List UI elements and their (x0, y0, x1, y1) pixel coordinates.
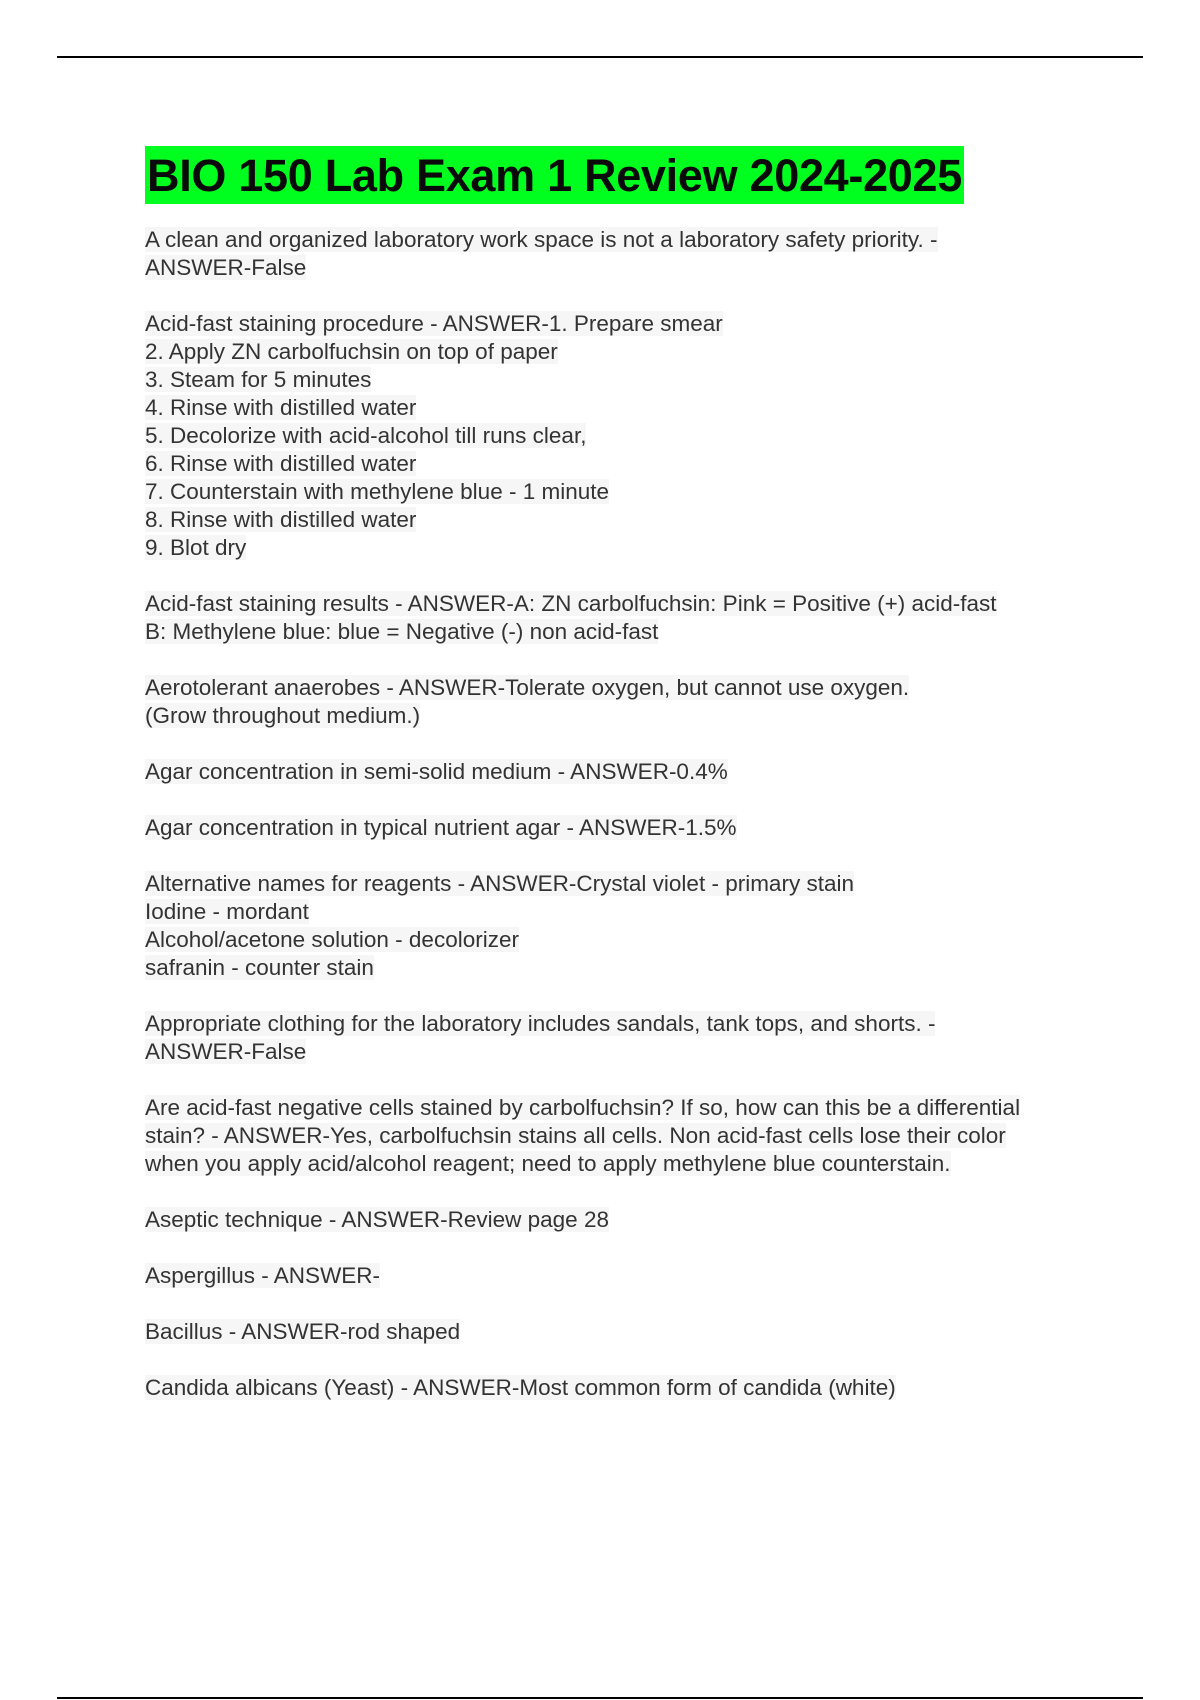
qa-line: Aspergillus - ANSWER- (145, 1263, 381, 1288)
qa-line: Aerotolerant anaerobes - ANSWER-Tolerate oxygen, but cannot use oxygen. (145, 675, 910, 700)
qa-entry (145, 310, 1095, 562)
qa-line: when you apply acid/alcohol reagent; need to apply methylene blue counterstain. (145, 1151, 951, 1176)
qa-line: Bacillus - ANSWER-rod shaped (145, 1319, 461, 1344)
qa-list (145, 226, 1095, 1402)
qa-line: Candida albicans (Yeast) - ANSWER-Most common form of candida (white) (145, 1375, 896, 1400)
qa-entry (145, 226, 1095, 282)
qa-line: A clean and organized laboratory work space is not a laboratory safety priority. - (145, 227, 938, 252)
qa-line: Are acid-fast negative cells stained by carbolfuchsin? If so, how can this be a differential (145, 1095, 1021, 1120)
qa-line: ANSWER-False (145, 255, 307, 280)
qa-entry (145, 758, 1095, 786)
qa-entry (145, 674, 1095, 730)
qa-entry (145, 870, 1095, 982)
qa-line: 7. Counterstain with methylene blue - 1 minute (145, 479, 609, 504)
footer-rule (57, 1697, 1143, 1699)
document-title: BIO 150 Lab Exam 1 Review 2024-2025 (145, 146, 964, 204)
qa-line: safranin - counter stain (145, 955, 374, 980)
qa-line: 4. Rinse with distilled water (145, 395, 417, 420)
qa-line: B: Methylene blue: blue = Negative (-) non acid-fast (145, 619, 659, 644)
qa-line: Acid-fast staining procedure - ANSWER-1. Prepare smear (145, 311, 723, 336)
qa-entry (145, 1374, 1095, 1402)
qa-line: stain? - ANSWER-Yes, carbolfuchsin stains all cells. Non acid-fast cells lose their color (145, 1123, 1006, 1148)
qa-line: 2. Apply ZN carbolfuchsin on top of paper (145, 339, 558, 364)
qa-line: 8. Rinse with distilled water (145, 507, 417, 532)
qa-line: 9. Blot dry (145, 535, 247, 560)
qa-line: Acid-fast staining results - ANSWER-A: ZN carbolfuchsin: Pink = Positive (+) acid-fast (145, 591, 997, 616)
qa-entry (145, 590, 1095, 646)
qa-line: 3. Steam for 5 minutes (145, 367, 372, 392)
qa-line: ANSWER-False (145, 1039, 307, 1064)
qa-entry (145, 1318, 1095, 1346)
qa-entry (145, 814, 1095, 842)
qa-line: Alcohol/acetone solution - decolorizer (145, 927, 519, 952)
qa-entry (145, 1262, 1095, 1290)
qa-line: Alternative names for reagents - ANSWER-Crystal violet - primary stain (145, 871, 854, 896)
qa-line: Agar concentration in semi-solid medium - ANSWER-0.4% (145, 759, 728, 784)
qa-entry (145, 1094, 1095, 1178)
qa-line: Agar concentration in typical nutrient agar - ANSWER-1.5% (145, 815, 737, 840)
header-rule (57, 56, 1143, 58)
qa-line: 6. Rinse with distilled water (145, 451, 417, 476)
qa-line: Iodine - mordant (145, 899, 309, 924)
qa-line: Appropriate clothing for the laboratory includes sandals, tank tops, and shorts. - (145, 1011, 936, 1036)
qa-entry (145, 1206, 1095, 1234)
document-page (145, 146, 1095, 1430)
qa-line: (Grow throughout medium.) (145, 703, 421, 728)
qa-line: Aseptic technique - ANSWER-Review page 28 (145, 1207, 609, 1232)
qa-entry (145, 1010, 1095, 1066)
qa-line: 5. Decolorize with acid-alcohol till runs clear, (145, 423, 587, 448)
